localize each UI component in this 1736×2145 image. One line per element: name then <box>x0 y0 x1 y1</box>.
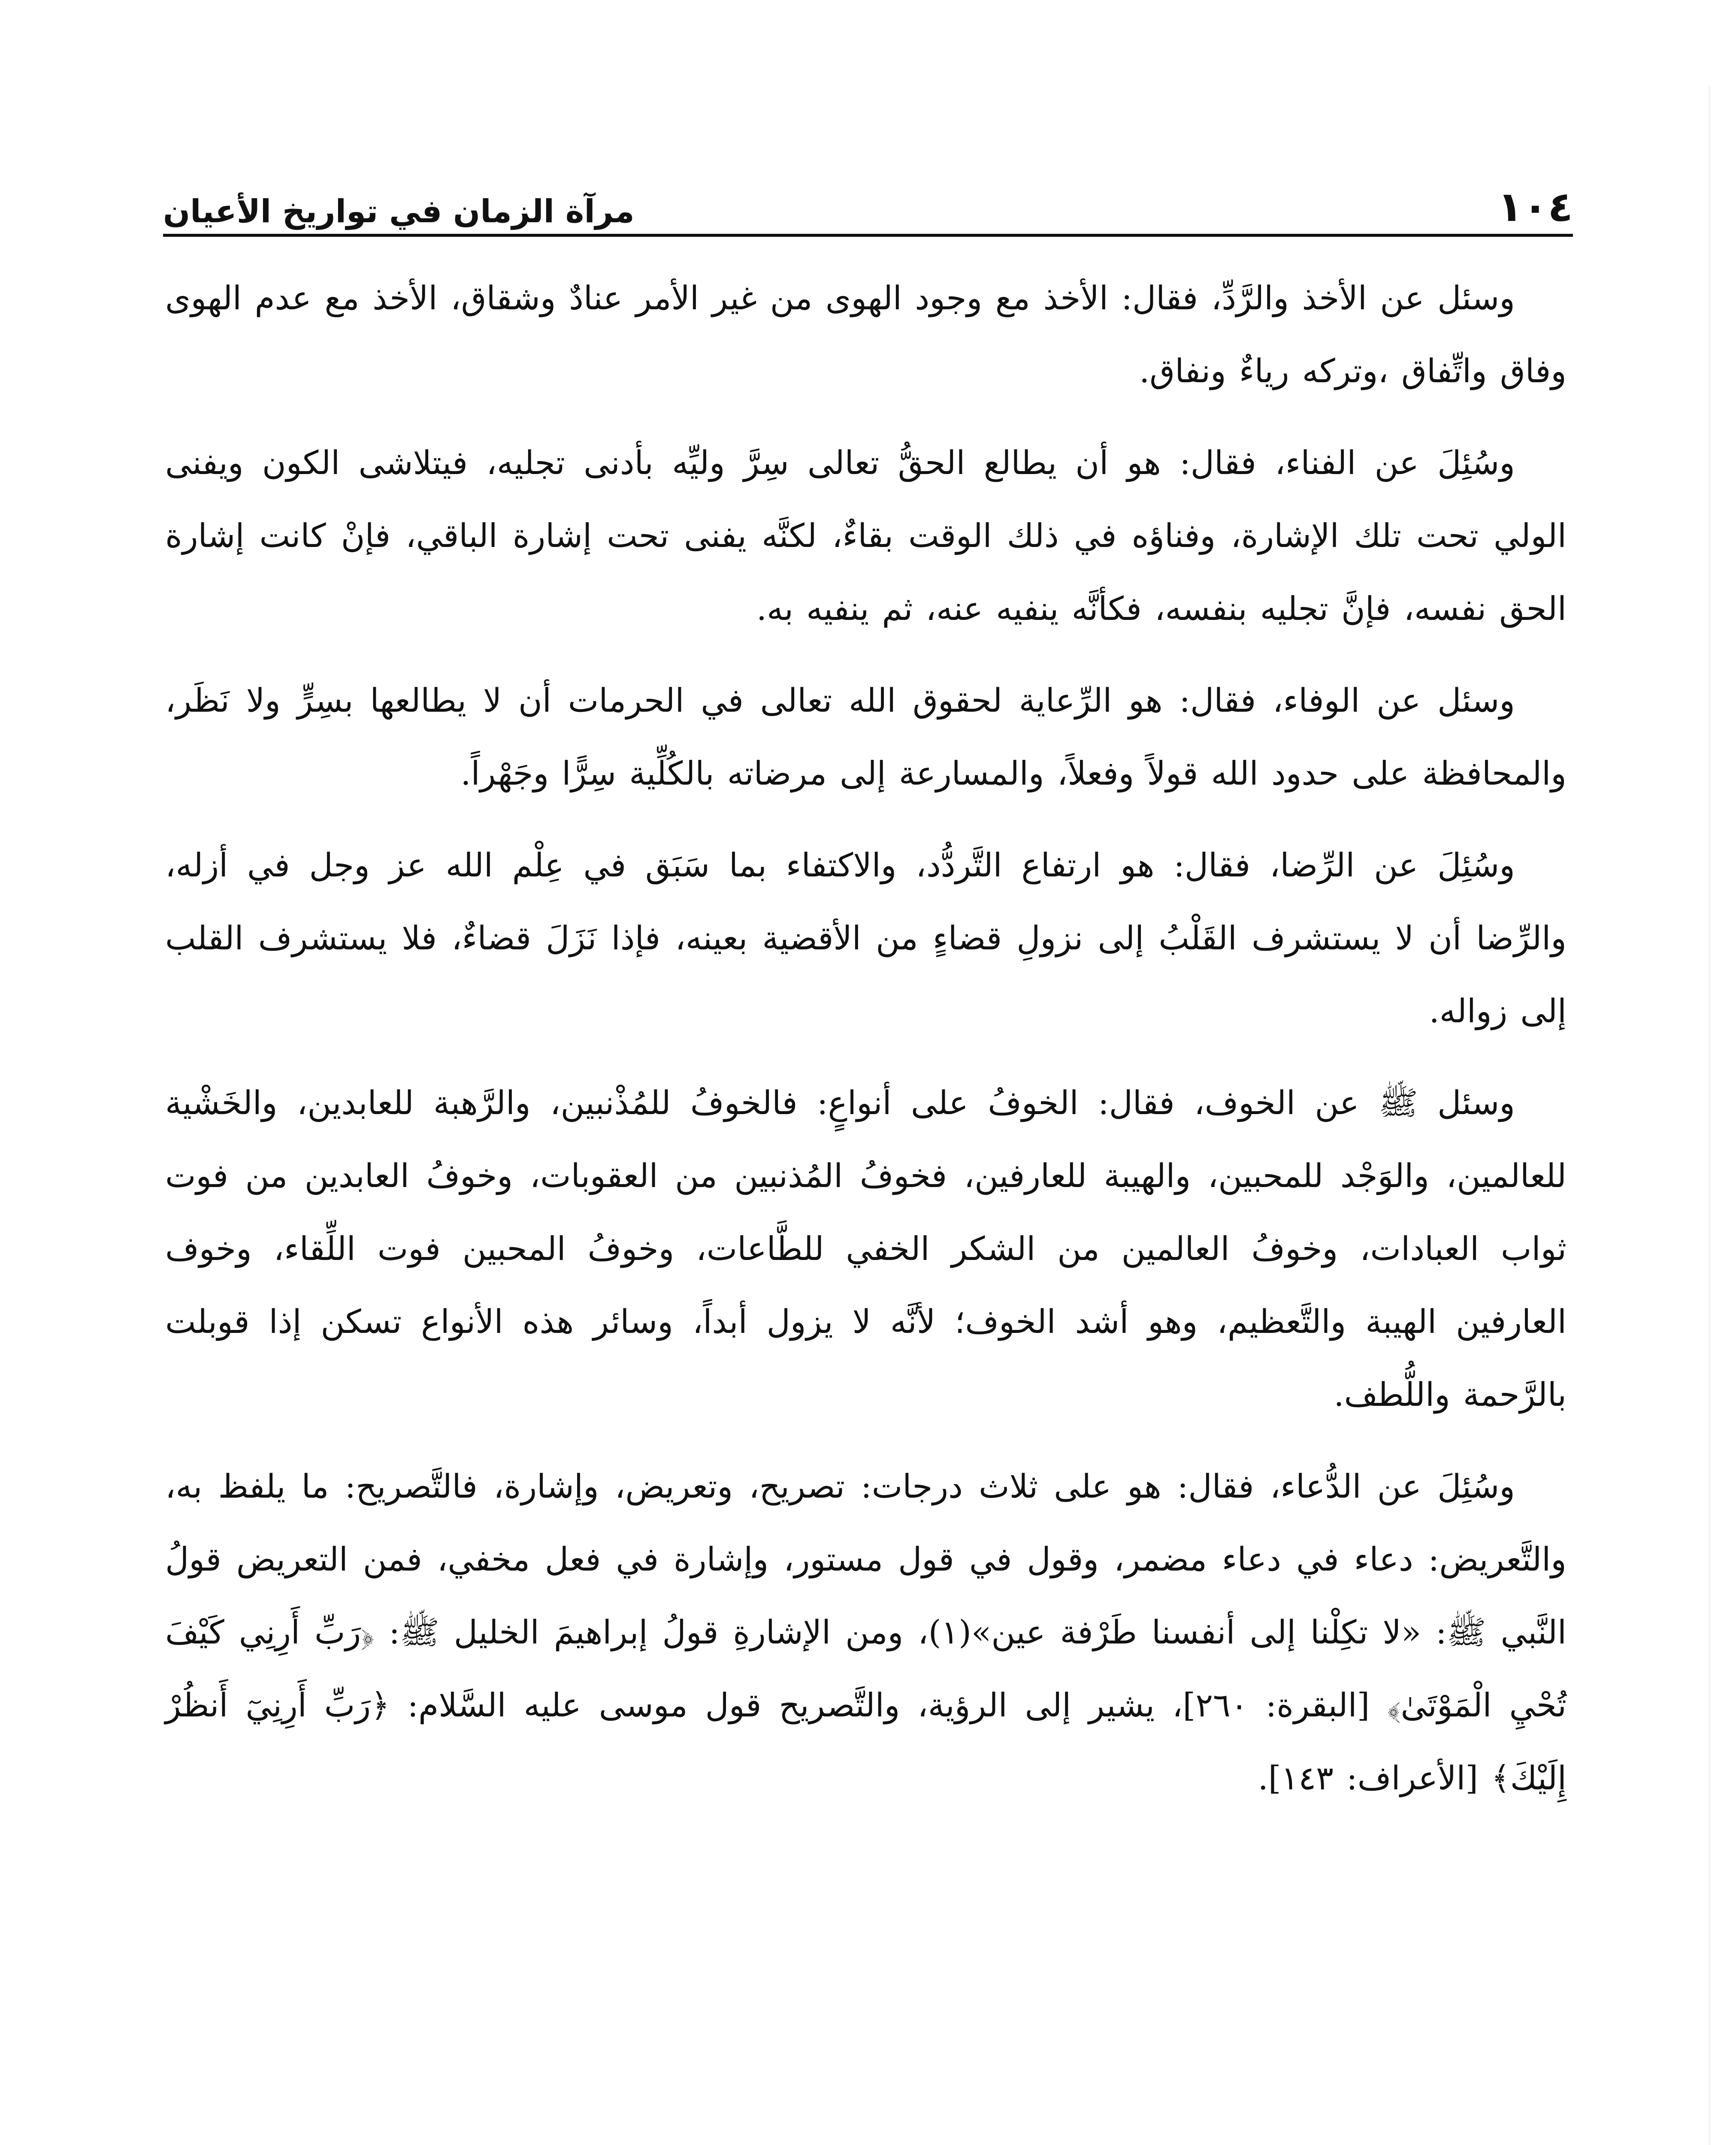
paragraph-annihilation: وسُئِلَ عن الفناء، فقال: هو أن يطالع الحقُّ تعالى سِرَّ وليِّه بأدنى تجليه، فيتلاشى الكون ويفنى الولي تحت تلك الإشارة، وفناؤه في ذلك الوقت بقاءٌ، لكنَّه يفنى تحت إشارة الباقي، فإنْ كانت إشارة الحق نفسه، فإنَّ تجليه بنفسه، فكأنَّه ينفيه عنه، ثم ينفيه به. <box>165 444 1567 628</box>
page-header <box>163 172 1573 231</box>
paragraph-fidelity: وسئل عن الوفاء، فقال: هو الرِّعاية لحقوق الله تعالى في الحرمات أن لا يطالعها بسِرٍّ ولا نَظَر، والمحافظة على حدود الله قولاً وفعلاً، والمسارعة إلى مرضاته بالكُلِّية سِرًّا وجَهْراً. <box>165 681 1567 792</box>
paragraph-supplication: وسُئِلَ عن الدُّعاء، فقال: هو على ثلاث درجات: تصريح، وتعريض، وإشارة، فالتَّصريح: ما يلفظ به، والتَّعريض: دعاء في دعاء مضمر، وقول في قول مستور، وإشارة في فعل مخفي، فمن التعريض قولُ النَّبي ﷺ: «لا تكِلْنا إلى أنفسنا طَرْفة عين»(١)، ومن الإشارةِ قولُ إبراهيمَ الخليل ﷺ: ﴿رَبِّ أَرِنِي كَيْفَ تُحْيِ الْمَوْتَىٰ﴾ [البقرة: ٢٦٠]، يشير إلى الرؤية، والتَّصريح قول موسى عليه السَّلام: ﴿رَبِّ أَرِنِيٓ أَنظُرْ إِلَيْكَ﴾ [الأعراف: ١٤٣]. <box>165 1467 1567 1797</box>
page-number: ١٠٤ <box>1497 183 1573 231</box>
running-title: مرآة الزمان في تواريخ الأعيان <box>163 193 635 230</box>
paragraph-taking-and-rejecting: وسئل عن الأخذ والرَّدِّ، فقال: الأخذ مع وجود الهوى من غير الأمر عنادٌ وشقاق، الأخذ مع عدم الهوى وفاق واتِّفاق ،وتركه رياءٌ ونفاق. <box>165 279 1567 390</box>
scan-edge-mark <box>1709 86 1710 2145</box>
header-divider <box>163 234 1573 237</box>
paragraph-fear: وسئل ﷺ عن الخوف، فقال: الخوفُ على أنواعٍ: فالخوفُ للمُذْنبين، والرَّهبة للعابدين، والخَشْية للعالمين، والوَجْد للمحبين، والهيبة للعارفين، فخوفُ المُذنبين من العقوبات، وخوفُ العابدين من فوت ثواب العبادات، وخوفُ العالمين من الشكر الخفي للطَّاعات، وخوفُ المحبين فوت اللِّقاء، وخوف العارفين الهيبة والتَّعظيم، وهو أشد الخوف؛ لأنَّه لا يزول أبداً، وسائر هذه الأنواع تسكن إذا قوبلت بالرَّحمة واللُّطف. <box>165 1084 1567 1414</box>
paragraph-contentment: وسُئِلَ عن الرِّضا، فقال: هو ارتفاع التَّردُّد، والاكتفاء بما سَبَق في عِلْم الله عز وجل في أزله، والرِّضا أن لا يستشرف القَلْبُ إلى نزولِ قضاءٍ من الأقضية بعينه، فإذا نَزَلَ قضاءٌ، فلا يستشرف القلب إلى زواله. <box>165 846 1567 1030</box>
main-text <box>165 262 1567 1815</box>
